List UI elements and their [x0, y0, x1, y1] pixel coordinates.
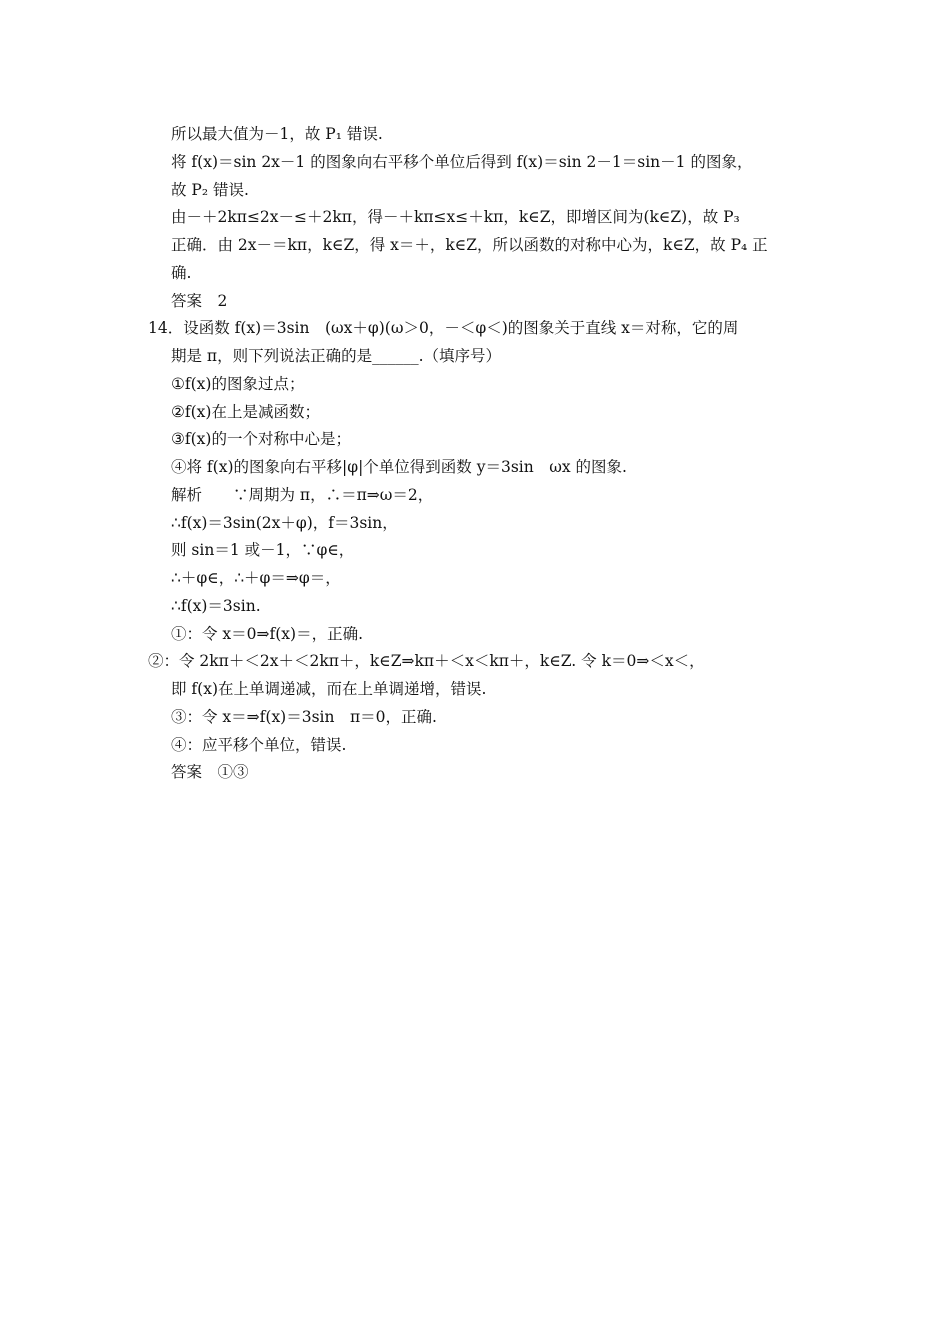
text-line: 故 P₂ 错误. [171, 181, 249, 199]
analysis-line: ④：应平移个单位，错误. [171, 736, 347, 754]
analysis-line: 即 f(x)在上单调递减，而在上单调递增，错误. [171, 680, 487, 698]
text-line: 正确．由 2x－＝kπ，k∈Z，得 x＝＋，k∈Z，所以函数的对称中心为，k∈Z，故 P₄ 正 [171, 236, 768, 254]
option-line: ①f(x)的图象过点； [171, 375, 305, 393]
option-line: ④将 f(x)的图象向右平移|φ|个单位得到函数 y＝3sin ωx 的图象. [171, 458, 627, 476]
option-line: ②f(x)在上是减函数； [171, 403, 320, 421]
analysis-line: ②：令 2kπ＋＜2x＋＜2kπ＋，k∈Z⇒kπ＋＜x＜kπ＋，k∈Z. 令 k＝0⇒＜x＜， [148, 652, 705, 670]
option-line: ③f(x)的一个对称中心是； [171, 430, 351, 448]
answer-line: 答案 2 [171, 292, 228, 310]
question-line: 14．设函数 f(x)＝3sin (ωx＋φ)(ω＞0，－＜φ＜)的图象关于直线 x＝对称，它的周 [148, 319, 739, 337]
answer-line: 答案 ①③ [171, 763, 249, 781]
analysis-line: ③：令 x＝⇒f(x)＝3sin π＝0，正确. [171, 708, 437, 726]
analysis-line: 则 sin＝1 或－1，∵φ∈， [171, 541, 355, 559]
text-line: 将 f(x)＝sin 2x－1 的图象向右平移个单位后得到 f(x)＝sin 2－1＝sin－1 的图象， [171, 153, 753, 171]
analysis-line: ①：令 x＝0⇒f(x)＝，正确. [171, 625, 364, 643]
analysis-line: ∴f(x)＝3sin(2x＋φ)，f＝3sin， [171, 514, 398, 532]
text-line: 确. [171, 264, 192, 282]
text-line: 由－＋2kπ≤2x－≤＋2kπ，得－＋kπ≤x≤＋kπ，k∈Z，即增区间为(k∈Z)，故 P₃ [171, 208, 740, 226]
question-line: 期是 π，则下列说法正确的是______.（填序号） [171, 347, 502, 365]
analysis-line: 解析 ∵周期为 π，∴＝π⇒ω＝2， [171, 486, 434, 504]
analysis-line: ∴＋φ∈，∴＋φ＝⇒φ＝， [171, 569, 341, 587]
analysis-line: ∴f(x)＝3sin. [171, 597, 261, 615]
text-line: 所以最大值为－1，故 P₁ 错误. [171, 125, 383, 143]
